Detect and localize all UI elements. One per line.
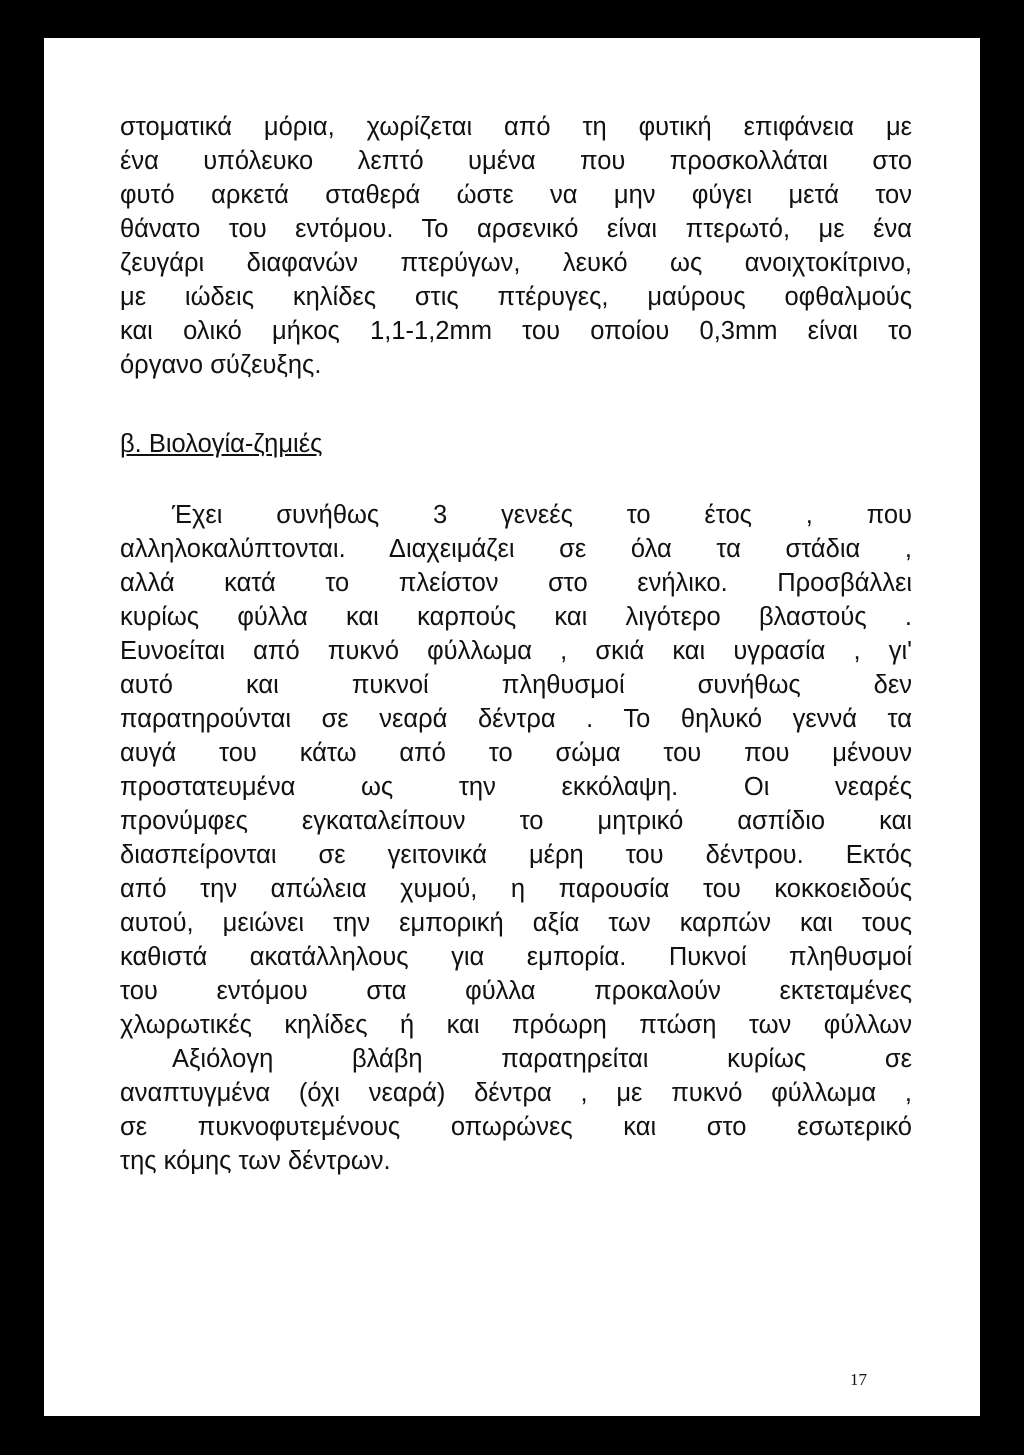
text-line: θάνατο του εντόμου. Το αρσενικό είναι πτερωτό, με ένα <box>120 215 912 243</box>
text-line: Αξιόλογη βλάβη παρατηρείται κυρίως σε <box>172 1045 912 1073</box>
text-line: του εντόμου στα φύλλα προκαλούν εκτεταμένες <box>120 977 912 1005</box>
text-line: αυτό και πυκνοί πληθυσμοί συνήθως δεν <box>120 671 912 699</box>
text-line: της κόμης των δέντρων. <box>120 1147 391 1175</box>
section-heading: β. Βιολογία-ζημιές <box>120 430 323 458</box>
text-line: από την απώλεια χυμού, η παρουσία του κοκκοειδούς <box>120 875 912 903</box>
text-line: προνύμφες εγκαταλείπουν το μητρικό ασπίδιο και <box>120 807 912 835</box>
text-line: στοματικά μόρια, χωρίζεται από τη φυτική επιφάνεια με <box>120 113 912 141</box>
text-line: προστατευμένα ως την εκκόλαψη. Οι νεαρές <box>120 773 912 801</box>
text-line: ζευγάρι διαφανών πτερύγων, λευκό ως ανοιχτοκίτρινο, <box>120 249 912 277</box>
text-line: σε πυκνοφυτεμένους οπωρώνες και στο εσωτερικό <box>120 1113 912 1141</box>
text-line: αυγά του κάτω από το σώμα του που μένουν <box>120 739 912 767</box>
text-line: φυτό αρκετά σταθερά ώστε να μην φύγει μετά τον <box>120 181 912 209</box>
text-line: και ολικό μήκος 1,1-1,2mm του οποίου 0,3mm είναι το <box>120 317 912 345</box>
text-line: ένα υπόλευκο λεπτό υμένα που προσκολλάται στο <box>120 147 912 175</box>
text-line: όργανο σύζευξης. <box>120 351 322 379</box>
paragraph-description <box>120 110 912 382</box>
text-line: αυτού, μειώνει την εμπορική αξία των καρπών και τους <box>120 909 912 937</box>
text-line: με ιώδεις κηλίδες στις πτέρυγες, μαύρους οφθαλμούς <box>120 283 912 311</box>
text-line: διασπείρονται σε γειτονικά μέρη του δέντρου. Εκτός <box>120 841 912 869</box>
text-line: παρατηρούνται σε νεαρά δέντρα . Το θηλυκό γεννά τα <box>120 705 912 733</box>
text-line: αλληλοκαλύπτονται. Διαχειμάζει σε όλα τα στάδια , <box>120 535 912 563</box>
text-line: αλλά κατά το πλείστον στο ενήλικο. Προσβάλλει <box>120 569 912 597</box>
paragraph-biology <box>120 498 912 1178</box>
page-number: 17 <box>850 1370 867 1389</box>
text-line: Ευνοείται από πυκνό φύλλωμα , σκιά και υγρασία , γι' <box>120 637 912 665</box>
text-line: αναπτυγμένα (όχι νεαρά) δέντρα , με πυκνό φύλλωμα , <box>120 1079 912 1107</box>
text-line: χλωρωτικές κηλίδες ή και πρόωρη πτώση των φύλλων <box>120 1011 912 1039</box>
text-line: Έχει συνήθως 3 γενεές το έτος , που <box>172 501 912 529</box>
document-page <box>44 38 980 1416</box>
text-line: καθιστά ακατάλληλους για εμπορία. Πυκνοί πληθυσμοί <box>120 943 912 971</box>
text-line: κυρίως φύλλα και καρπούς και λιγότερο βλαστούς . <box>120 603 912 631</box>
